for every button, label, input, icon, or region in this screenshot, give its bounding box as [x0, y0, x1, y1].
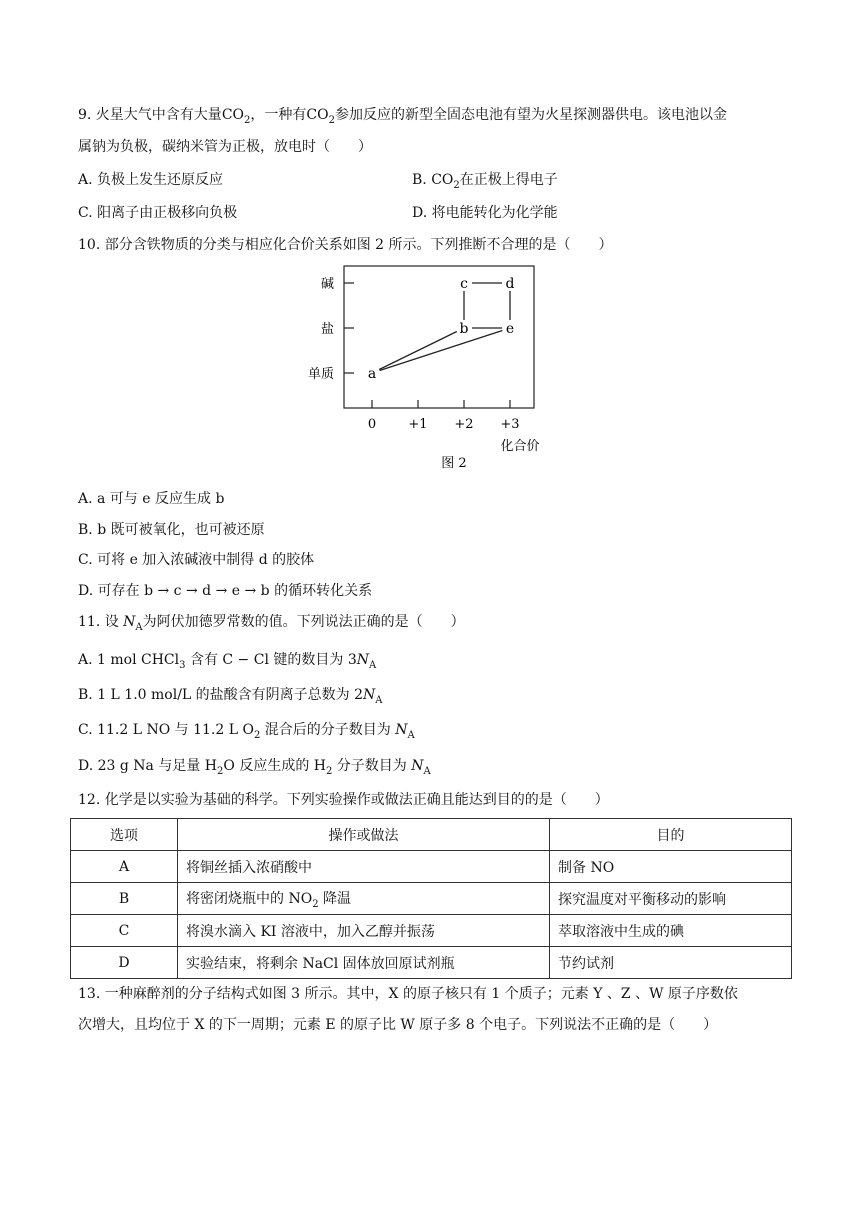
x-tick-label: +3	[500, 417, 520, 432]
header-option: 选项	[71, 819, 178, 851]
table-row	[71, 851, 792, 883]
x-tick-label: 0	[367, 417, 377, 432]
q11-option-a: A. 1 mol CHCl$_3$ 含有 C − Cl 键的数目为 $3N_A$	[78, 652, 377, 671]
row-goal: 萃取溶液中生成的碘	[550, 915, 792, 947]
q10-option-d: D. 可存在 b → c → d → e → b 的循环转化关系	[78, 583, 373, 599]
x-tick-label: +2	[454, 417, 474, 432]
q9-option-d: D. 将电能转化为化学能	[412, 205, 558, 221]
point-b: b	[459, 321, 469, 337]
q10-stem: 10. 部分含铁物质的分类与相应化合价关系如图 2 所示。下列推断不合理的是（ ）	[78, 237, 613, 253]
x-tick-label: +1	[408, 417, 428, 432]
row-goal: 制备 NO	[550, 851, 792, 883]
figure-caption: 图 2	[441, 456, 467, 471]
row-operation: 将溴水滴入 KI 溶液中，加入乙醇并振荡	[178, 915, 550, 947]
q13-stem-line1: 13. 一种麻醉剂的分子结构式如图 3 所示。其中，X 的原子核只有 1 个质子；元素 Y 、Z 、W 原子序数依	[78, 986, 738, 1002]
table-row	[71, 883, 792, 915]
row-goal: 探究温度对平衡移动的影响	[550, 883, 792, 915]
q11-option-c: C. 11.2 L NO 与 11.2 L $O_2$ 混合后的分子数目为 $N_A$	[78, 722, 415, 741]
experiment-table	[70, 818, 792, 979]
point-c: c	[460, 276, 468, 292]
q11-option-d: D. 23 g Na 与足量 $H_2O$ 反应生成的 $H_2$ 分子数目为 $N_A$	[78, 758, 431, 777]
q10-option-b: B. b 既可被氧化，也可被还原	[78, 522, 265, 538]
link-a-e	[380, 330, 503, 370]
y-category-label: 碱	[320, 277, 334, 292]
q9-stem-line1: 9. 火星大气中含有大量$CO_2$，一种有$CO_2$参加反应的新型全固态电池有望为火星探测器供电。该电池以金	[78, 107, 727, 126]
q10-option-a: A. a 可与 e 反应生成 b	[78, 491, 225, 507]
row-option: D	[71, 947, 178, 979]
q11-stem: 11. 设 $N_A$为阿伏加德罗常数的值。下列说法正确的是（ ）	[78, 614, 465, 633]
q13-stem-line2: 次增大，且均位于 X 的下一周期；元素 E 的原子比 W 原子多 8 个电子。下列说法不正确的是（ ）	[78, 1017, 718, 1033]
row-option: B	[71, 883, 178, 915]
y-category-label: 盐	[320, 322, 334, 337]
figure-2-chart	[300, 262, 540, 480]
row-option: A	[71, 851, 178, 883]
row-operation: 将铜丝插入浓硝酸中	[178, 851, 550, 883]
q9-option-b: B. $CO_2$在正极上得电子	[412, 172, 558, 191]
table-row	[71, 915, 792, 947]
q9-option-a: A. 负极上发生还原反应	[78, 172, 224, 188]
table-header-row	[71, 819, 792, 851]
point-e: e	[505, 321, 515, 337]
q10-option-c: C. 可将 e 加入浓碱液中制得 d 的胶体	[78, 552, 315, 568]
row-goal: 节约试剂	[550, 947, 792, 979]
row-operation: 将密闭烧瓶中的 $NO_2$ 降温	[178, 883, 550, 915]
row-option: C	[71, 915, 178, 947]
row-operation: 实验结束，将剩余 NaCl 固体放回原试剂瓶	[178, 947, 550, 979]
header-goal: 目的	[550, 819, 792, 851]
y-category-label: 单质	[307, 367, 334, 382]
point-a: a	[367, 366, 377, 382]
q11-option-b: B. 1 L 1.0 mol/L 的盐酸含有阴离子总数为 $2N_A$	[78, 687, 383, 706]
header-operation: 操作或做法	[178, 819, 550, 851]
q12-stem: 12. 化学是以实验为基础的科学。下列实验操作或做法正确且能达到目的的是（ ）	[78, 792, 609, 808]
q9-option-c: C. 阳离子由正极移向负极	[78, 205, 238, 221]
x-axis-label: 化合价	[500, 439, 540, 454]
q9-stem-line2: 属钠为负极，碳纳米管为正极，放电时（ ）	[78, 139, 372, 155]
point-d: d	[505, 276, 515, 292]
table-row	[71, 947, 792, 979]
link-a-b	[379, 332, 457, 370]
